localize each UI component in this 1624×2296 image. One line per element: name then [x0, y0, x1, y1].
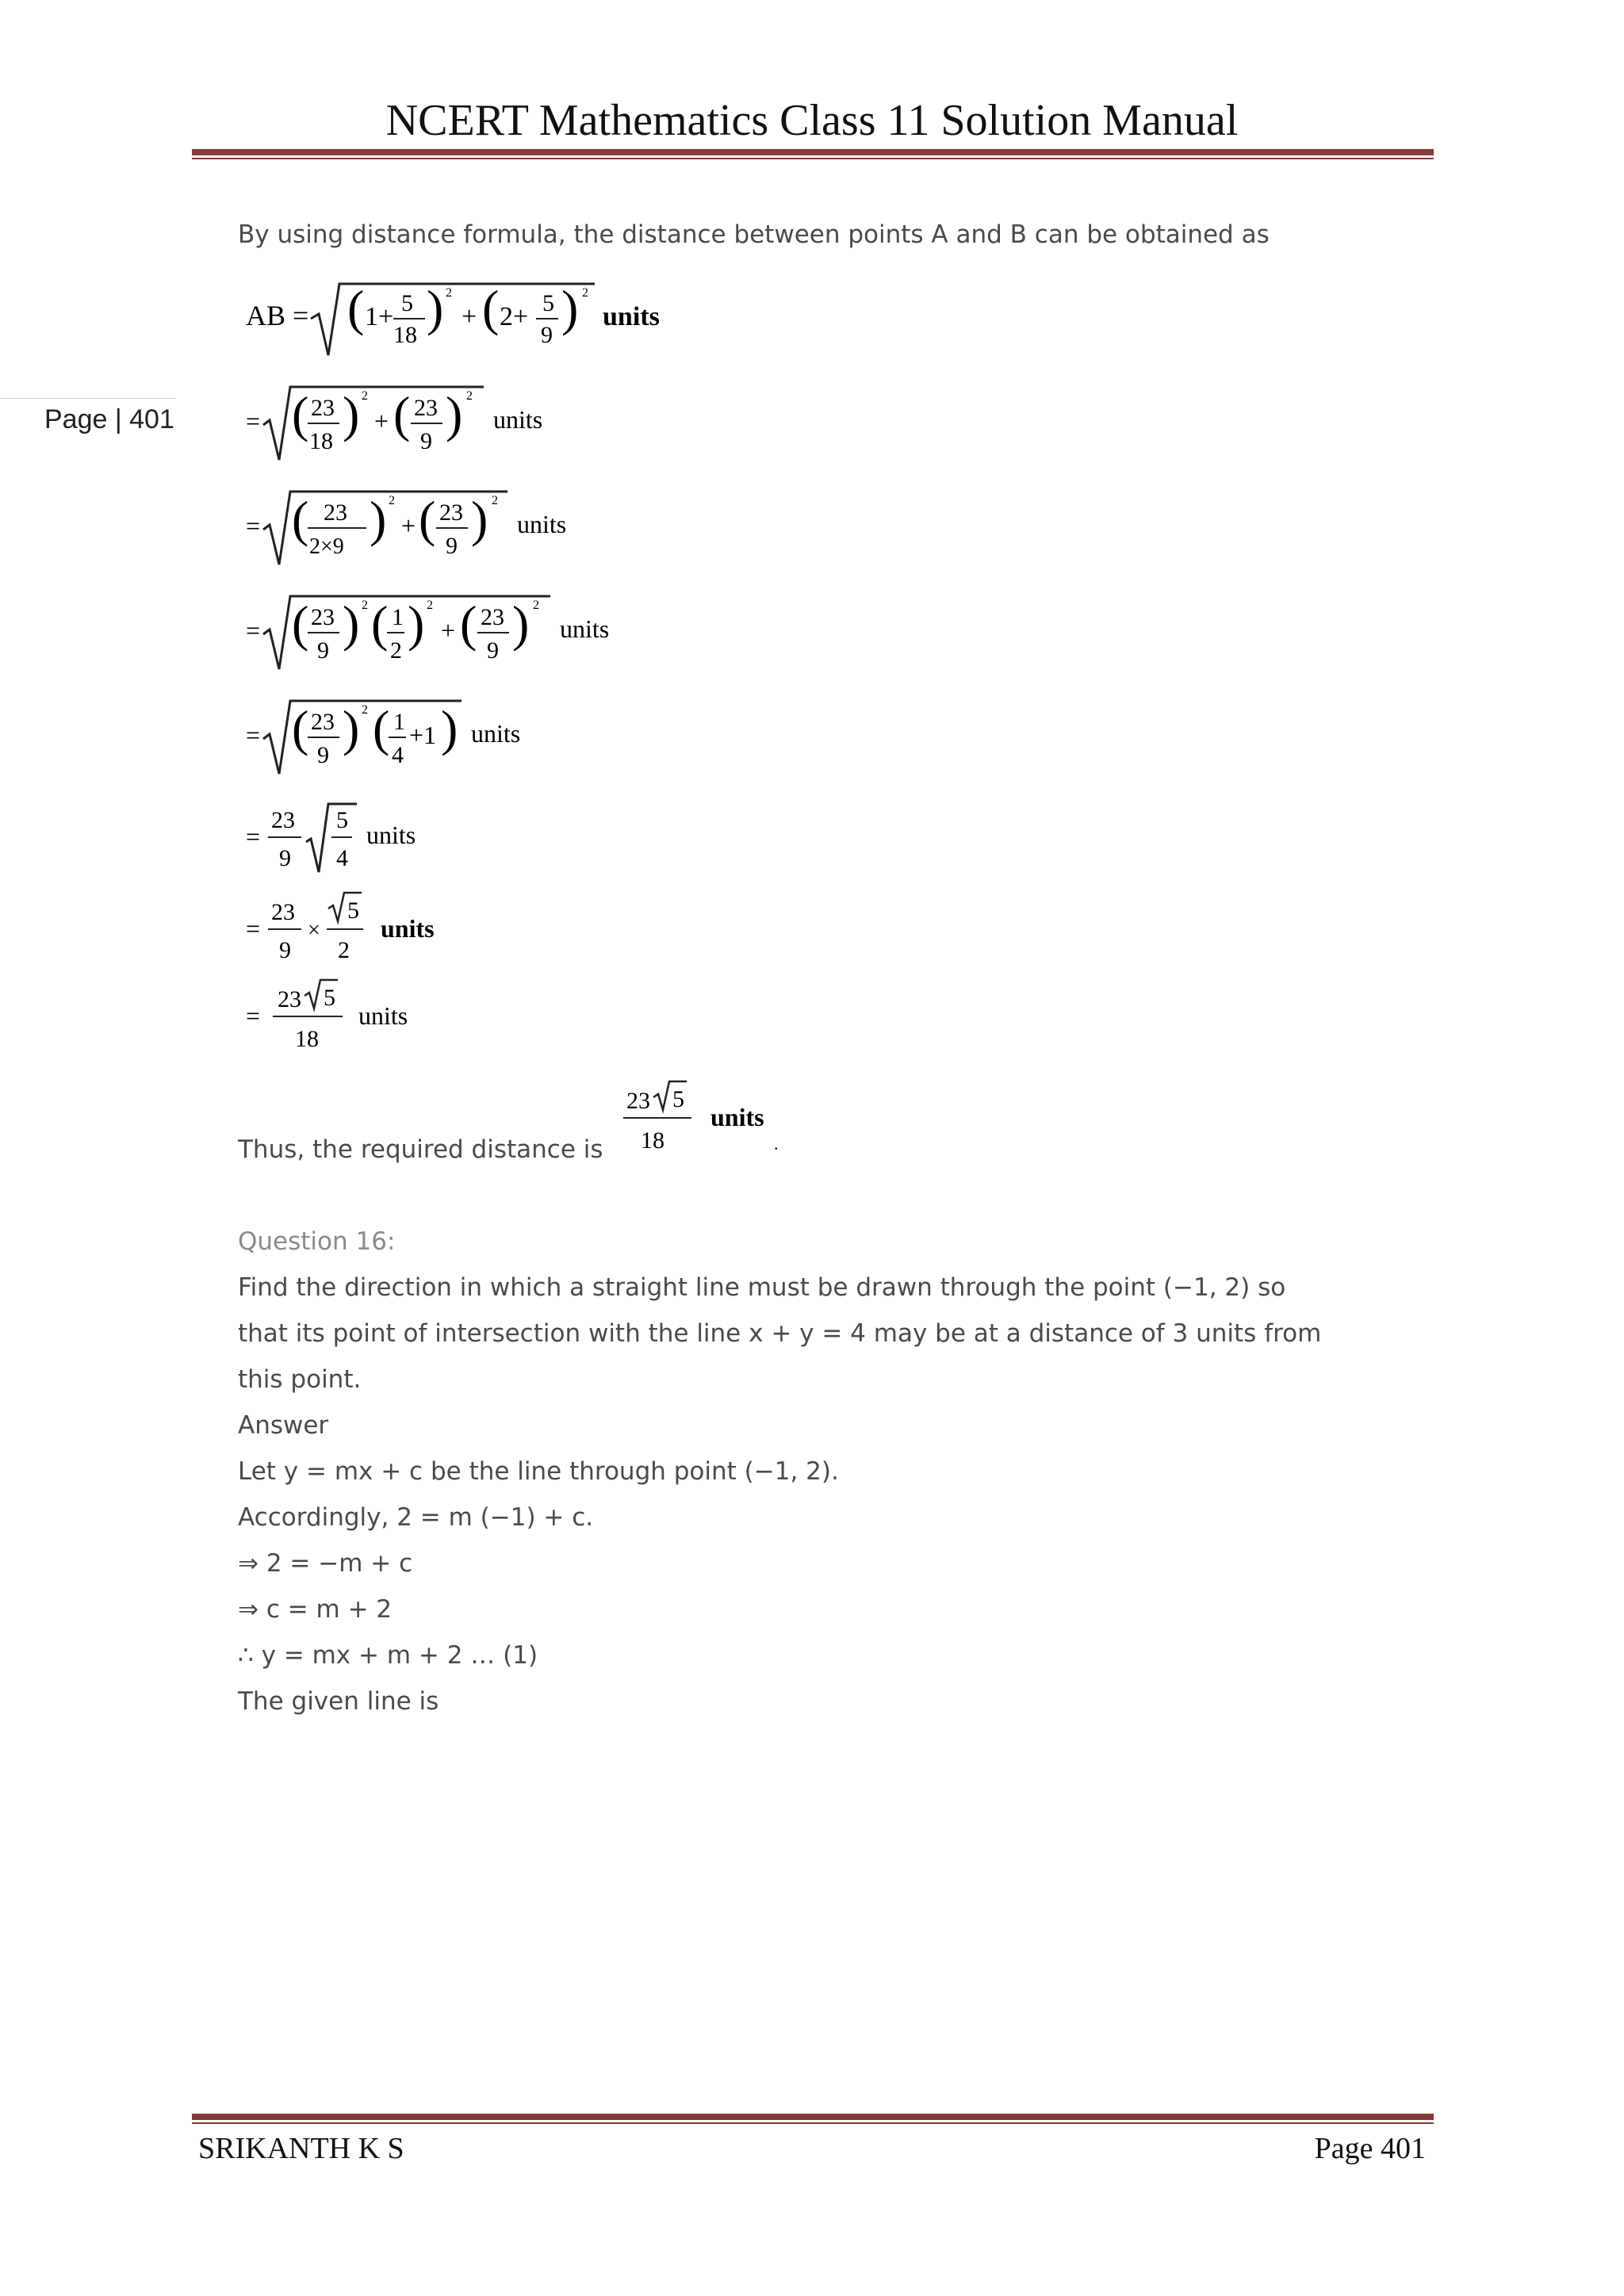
svg-text:): ) [343, 386, 360, 442]
svg-text:2: 2 [492, 494, 498, 507]
svg-text:=: = [246, 616, 261, 645]
svg-text:2: 2 [362, 703, 368, 717]
eq-units-9: units [710, 1103, 764, 1131]
svg-text:+: + [374, 407, 389, 435]
answer-line-4: ⇒ c = m + 2 [238, 1595, 393, 1624]
svg-text:23: 23 [414, 395, 438, 421]
svg-text:23: 23 [311, 604, 335, 630]
equation-step-3 [246, 584, 658, 679]
svg-text:18: 18 [393, 322, 417, 348]
svg-text:(: ( [419, 491, 436, 547]
svg-text:=: = [246, 407, 261, 435]
svg-text:+: + [441, 616, 456, 645]
svg-text:(: ( [292, 595, 309, 652]
equation-final [620, 1073, 810, 1161]
svg-text:1: 1 [392, 604, 404, 630]
equation-step-5 [246, 793, 500, 880]
footer-page-number: Page 401 [1314, 2132, 1426, 2165]
svg-text:5: 5 [324, 985, 335, 1011]
svg-text:9: 9 [279, 937, 291, 963]
svg-text:23: 23 [311, 395, 335, 421]
svg-text:=: = [246, 914, 261, 943]
svg-text:(: ( [393, 386, 411, 442]
svg-text:9: 9 [279, 845, 291, 871]
svg-text:2: 2 [362, 599, 368, 612]
svg-text:): ) [561, 280, 579, 336]
svg-text:2: 2 [390, 637, 402, 664]
svg-text:2: 2 [582, 286, 588, 300]
svg-text:): ) [446, 386, 463, 442]
svg-text:18: 18 [641, 1127, 665, 1154]
eq-units-7: units [381, 914, 435, 943]
svg-text:=: = [246, 1001, 261, 1030]
svg-text:23: 23 [324, 499, 347, 526]
svg-text:(: ( [347, 280, 365, 336]
svg-text:4: 4 [336, 845, 348, 871]
side-page-number: Page | 401 [44, 404, 174, 434]
svg-text:23: 23 [626, 1088, 650, 1114]
equation-step-4 [246, 688, 595, 783]
equation-step-7 [246, 972, 500, 1059]
svg-text:2: 2 [446, 286, 452, 300]
eq-units-8: units [358, 1001, 408, 1030]
eq-units-6: units [366, 821, 416, 849]
svg-text:5: 5 [336, 807, 348, 833]
svg-text:9: 9 [317, 637, 329, 664]
footer-author: SRIKANTH K S [198, 2132, 404, 2165]
svg-text:+: + [401, 511, 416, 540]
equation-step-2 [246, 479, 626, 574]
svg-text:(: ( [371, 595, 389, 652]
eq-units-4: units [560, 614, 610, 643]
svg-text:4: 4 [392, 742, 404, 768]
svg-text:1+: 1+ [365, 302, 394, 331]
svg-text:23: 23 [271, 807, 295, 833]
svg-text:2: 2 [389, 494, 395, 507]
equation-step-1 [246, 374, 626, 469]
svg-text:(: ( [460, 595, 477, 652]
svg-text:): ) [427, 280, 444, 336]
svg-text:2+: 2+ [500, 302, 529, 331]
svg-text:18: 18 [295, 1026, 319, 1052]
svg-text:2: 2 [533, 599, 539, 612]
svg-text:5: 5 [347, 897, 359, 924]
svg-text:2×9: 2×9 [309, 534, 344, 559]
header-rule [192, 149, 1434, 159]
svg-text:23: 23 [439, 499, 463, 526]
svg-text:=: = [246, 721, 261, 749]
svg-text:(: ( [292, 700, 309, 756]
eq-units-3: units [517, 510, 567, 538]
svg-text:23: 23 [481, 604, 504, 630]
svg-text:9: 9 [487, 637, 499, 664]
svg-text:23: 23 [271, 899, 295, 925]
svg-text:9: 9 [420, 428, 432, 454]
svg-text:5: 5 [542, 290, 554, 316]
svg-text:): ) [408, 595, 425, 652]
svg-text:2: 2 [338, 937, 350, 963]
answer-label: Answer [238, 1411, 329, 1440]
svg-text:9: 9 [446, 533, 458, 559]
intro-text: By using distance formula, the distance between points A and B can be obtained as [238, 220, 1270, 249]
svg-text:(: ( [373, 700, 390, 756]
svg-text:(: ( [482, 280, 500, 336]
svg-text:2: 2 [466, 389, 473, 403]
svg-text:1: 1 [393, 709, 405, 735]
eq-units-1: units [603, 302, 660, 331]
question-line-2: that its point of intersection with the line x + y = 4 may be at a distance of 3 units from [238, 1319, 1322, 1348]
svg-text:(: ( [292, 491, 309, 547]
svg-text:23: 23 [311, 709, 335, 735]
svg-text:+: + [462, 302, 477, 331]
page-header-title: NCERT Mathematics Class 11 Solution Manual [385, 96, 1239, 145]
equation-ab [246, 270, 690, 365]
answer-line-1: Let y = mx + c be the line through point (−1, 2). [238, 1457, 839, 1486]
svg-text:): ) [512, 595, 530, 652]
svg-text:23: 23 [278, 986, 301, 1012]
equation-step-6 [246, 885, 500, 972]
svg-text:.: . [774, 1134, 779, 1154]
svg-text:): ) [370, 491, 387, 547]
answer-line-5: ∴ y = mx + m + 2 … (1) [238, 1641, 538, 1670]
question-line-3: this point. [238, 1365, 362, 1394]
footer-rule [192, 2114, 1434, 2124]
svg-text:): ) [471, 491, 488, 547]
svg-text:=: = [246, 822, 261, 851]
svg-text:+1: +1 [409, 721, 437, 749]
svg-text:2: 2 [427, 599, 433, 612]
side-divider [0, 398, 176, 399]
question-title: Question 16: [238, 1227, 396, 1256]
svg-text:9: 9 [541, 322, 553, 348]
svg-text:(: ( [292, 386, 309, 442]
svg-text:AB =: AB = [246, 300, 309, 331]
eq-units-2: units [493, 405, 543, 434]
svg-text:9: 9 [317, 742, 329, 768]
svg-text:×: × [308, 918, 320, 943]
answer-line-6: The given line is [238, 1687, 439, 1716]
svg-text:): ) [343, 700, 360, 756]
svg-text:2: 2 [362, 389, 368, 403]
svg-text:18: 18 [309, 428, 333, 454]
svg-text:=: = [246, 511, 261, 540]
answer-line-3: ⇒ 2 = −m + c [238, 1549, 413, 1578]
conclusion-text: Thus, the required distance is [238, 1135, 603, 1164]
svg-text:): ) [441, 700, 458, 756]
eq-units-5: units [471, 719, 521, 748]
svg-text:5: 5 [401, 290, 413, 316]
svg-text:5: 5 [672, 1086, 684, 1112]
question-line-1: Find the direction in which a straight line must be drawn through the point (−1, 2) so [238, 1273, 1286, 1302]
svg-text:): ) [343, 595, 360, 652]
answer-line-2: Accordingly, 2 = m (−1) + c. [238, 1503, 594, 1532]
